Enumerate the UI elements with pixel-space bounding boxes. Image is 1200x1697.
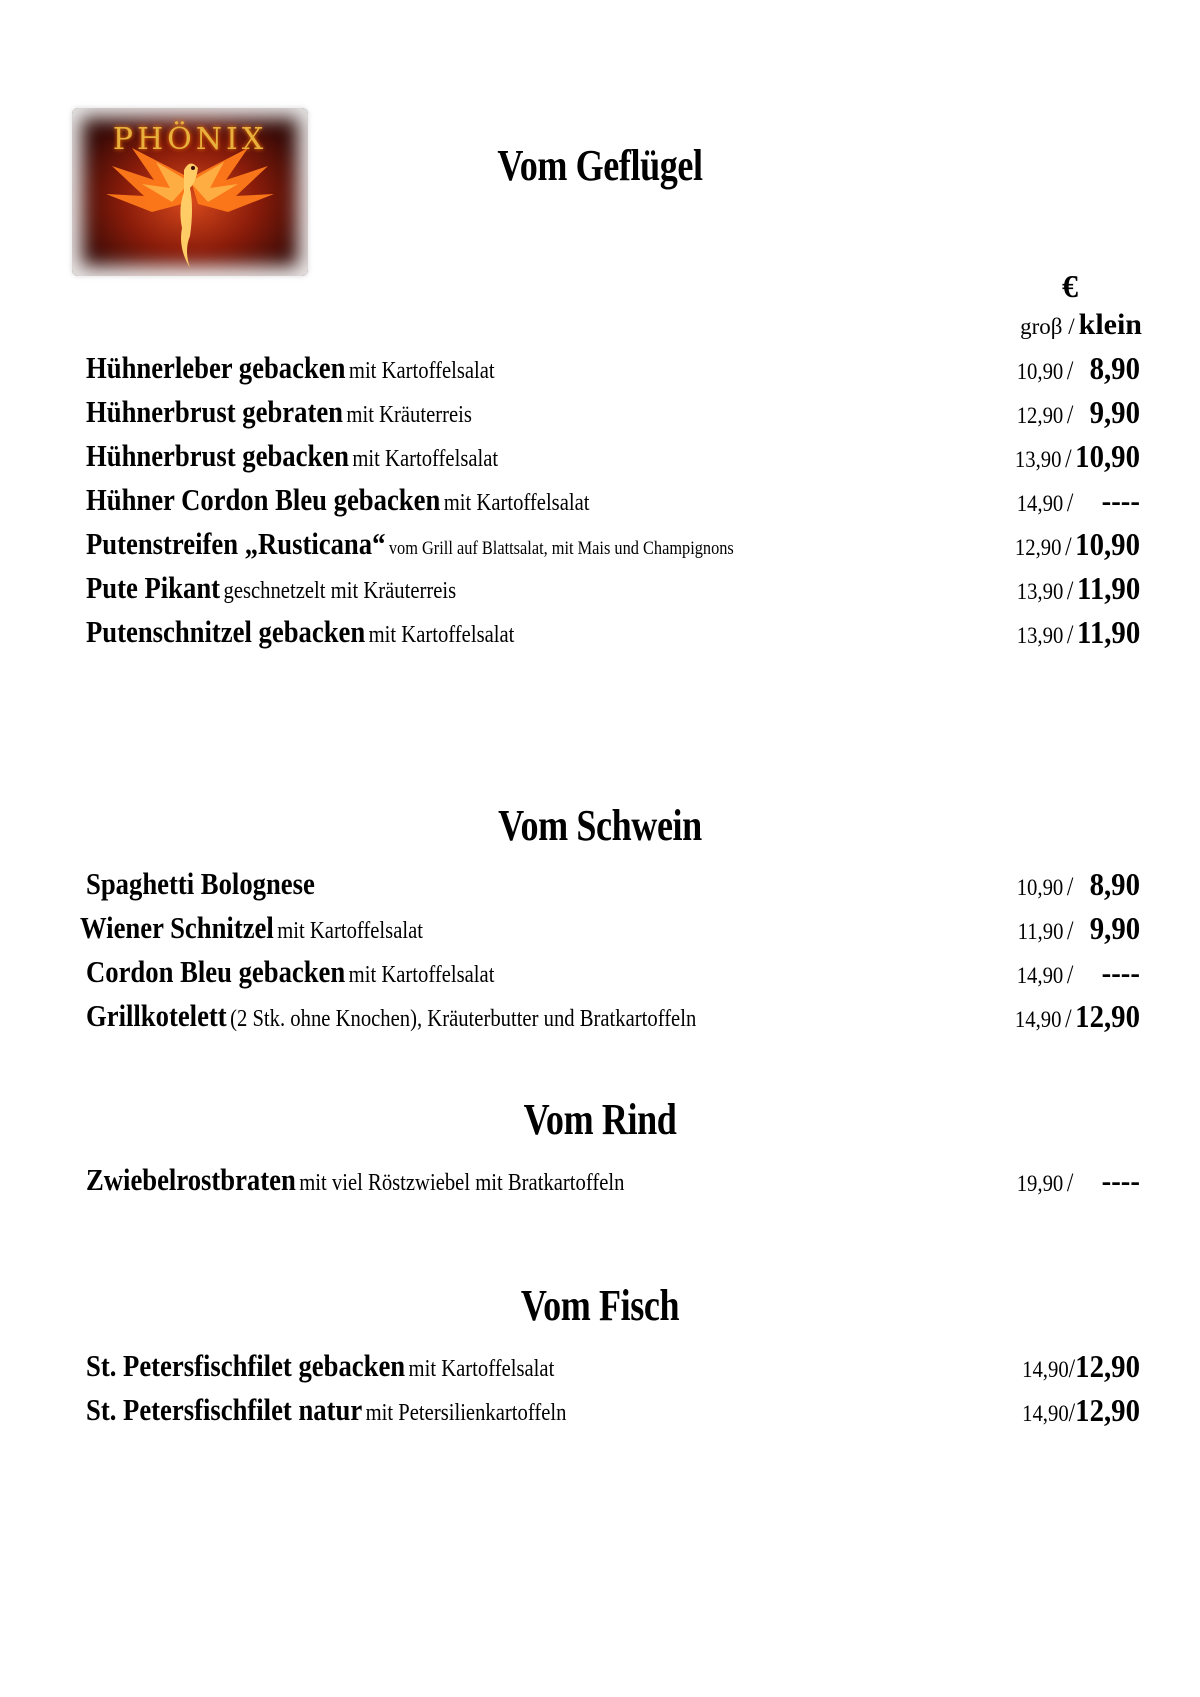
logo-text: PHÖNIX [112,122,268,157]
menu-item [0,1348,1200,1390]
price-big: 14,90 [1016,963,1064,988]
menu-item [0,910,1200,952]
price-big: 14,90 [1014,1007,1062,1032]
price-small: 8,90 [1089,866,1140,902]
item-name: Putenstreifen „Rusticana“ [86,526,386,561]
item-name: Hühnerleber gebacken [86,350,346,385]
item-desc: mit Kartoffelsalat [348,962,495,988]
price-small: 12,90 [1075,1392,1140,1428]
price-big: 14,90 [1022,1401,1069,1426]
section-title-rind: Vom Rind [523,1095,677,1144]
price-big: 14,90 [1022,1357,1069,1382]
item-desc: geschnetzelt mit Kräuterreis [223,578,457,604]
item-desc: vom Grill auf Blattsalat, mit Mais und Champignons [388,538,734,559]
price-big: 13,90 [1014,447,1062,472]
price-big: 14,90 [1016,491,1064,516]
item-desc: mit Kartoffelsalat [348,358,495,384]
menu-item [0,1392,1200,1434]
price-sep: / [1068,1354,1076,1383]
item-name: Hühnerbrust gebacken [86,438,349,473]
item-desc: mit Kartoffelsalat [443,490,590,516]
price-sep: / [1066,620,1074,649]
item-desc: mit Kräuterreis [346,402,472,428]
price-small: 11,90 [1076,570,1140,606]
price-big: 10,90 [1016,875,1064,900]
price-small: 12,90 [1075,1348,1140,1384]
price-small: ---- [1101,1162,1140,1198]
item-desc: mit Kartoffelsalat [408,1356,555,1382]
item-name: Grillkotelett [86,998,227,1033]
price-sep: / [1066,576,1074,605]
section-title-gefluegel: Vom Geflügel [497,141,703,190]
price-small: 9,90 [1089,394,1140,430]
menu-item [0,954,1200,996]
item-desc: mit Kartoffelsalat [368,622,515,648]
phoenix-logo [72,108,308,276]
price-big: 13,90 [1016,579,1064,604]
price-sep: / [1065,444,1072,473]
menu-item [0,998,1200,1040]
item-name: Cordon Bleu gebacken [86,954,346,989]
size-small-label: klein [1078,308,1142,341]
item-desc: mit Kartoffelsalat [352,446,499,472]
item-name: St. Petersfischfilet gebacken [86,1348,406,1383]
price-sep: / [1066,960,1074,989]
item-name: Spaghetti Bolognese [86,866,315,901]
price-sep: / [1066,916,1074,945]
menu-item [0,614,1200,656]
item-name: Pute Pikant [86,570,221,605]
menu-item [0,570,1200,612]
price-small: 10,90 [1075,526,1140,562]
price-sep: / [1066,488,1074,517]
section-title-schwein: Vom Schwein [498,801,702,850]
menu-item [0,350,1200,392]
price-sep: / [1065,532,1072,561]
item-desc: (2 Stk. ohne Knochen), Kräuterbutter und Bratkartoffeln [230,1006,697,1032]
item-desc: mit Kartoffelsalat [277,918,423,944]
price-small: 12,90 [1075,998,1140,1034]
menu-item [0,438,1200,480]
size-header [1020,308,1142,342]
price-sep: / [1066,400,1074,429]
price-small: 10,90 [1075,438,1140,474]
size-big-label: groβ / [1020,314,1075,339]
price-big: 11,90 [1017,919,1064,944]
menu-item [0,394,1200,436]
price-small: 9,90 [1089,910,1140,946]
price-big: 12,90 [1016,403,1064,428]
menu-item [0,1162,1200,1204]
price-sep: / [1066,872,1074,901]
item-desc: mit viel Röstzwiebel mit Bratkartoffeln [299,1170,625,1196]
price-sep: / [1066,1168,1074,1197]
section-title-fisch: Vom Fisch [520,1281,680,1330]
item-name: Hühnerbrust gebraten [86,394,343,429]
price-big: 12,90 [1014,535,1062,560]
item-name: Hühner Cordon Bleu gebacken [86,482,441,517]
item-name: Putenschnitzel gebacken [86,614,366,649]
item-name: Zwiebelrostbraten [86,1162,296,1197]
item-desc: mit Petersilienkartoffeln [365,1400,567,1426]
price-small: ---- [1101,954,1140,990]
price-sep: / [1066,356,1074,385]
price-sep: / [1065,1004,1072,1033]
price-small: 8,90 [1089,350,1140,386]
item-name: Wiener Schnitzel [80,910,274,945]
price-big: 13,90 [1016,623,1064,648]
price-small: 11,90 [1076,614,1140,650]
price-sep: / [1068,1398,1076,1427]
price-big: 19,90 [1016,1171,1064,1196]
price-big: 10,90 [1016,359,1064,384]
currency-header: € [1062,268,1078,304]
price-small: ---- [1101,482,1140,518]
item-name: St. Petersfischfilet natur [86,1392,363,1427]
menu-item [0,526,1200,568]
menu-item [0,482,1200,524]
menu-item [0,866,1200,908]
